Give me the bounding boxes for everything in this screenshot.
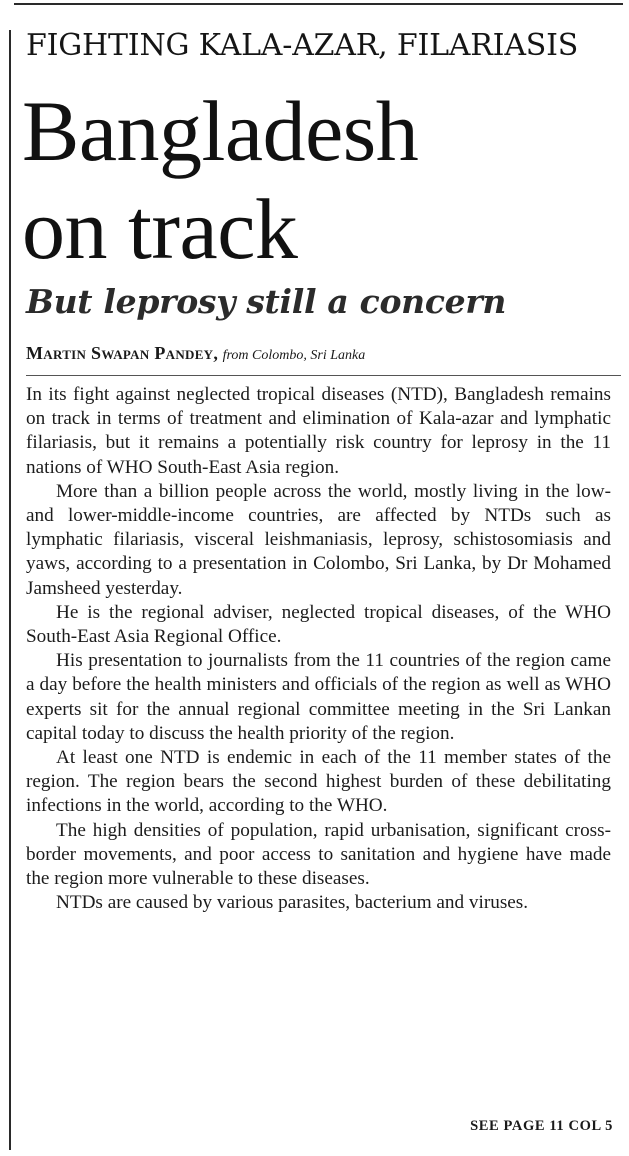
top-rule	[14, 3, 623, 5]
paragraph-3: He is the regional adviser, neglected tropical diseases, of the WHO South-East Asia Regional Office.	[26, 601, 611, 648]
headline-line-2: on track	[22, 181, 298, 277]
headline-line-1: Bangladesh	[22, 83, 419, 179]
byline-author: Martin Swapan Pandey,	[26, 343, 219, 363]
paragraph-1: In its fight against neglected tropical diseases (NTD), Bangladesh remains on track in terms of treatment and elimination of Kala-azar and lymphatic filariasis, but it remains a potentially risk country for leprosy in the 11 nations of WHO South-East Asia region.	[26, 384, 611, 478]
subhead: But leprosy still a concern	[26, 282, 507, 321]
kicker: FIGHTING KALA-AZAR, FILARIASIS	[26, 28, 579, 63]
paragraph-2: More than a billion people across the world, mostly living in the low- and lower-middle-income countries, are affected by NTDs such as lymphatic filariasis, visceral leishmaniasis, leprosy, schistosomiasis and yaws, according to a presentation in Colombo, Sri Lanka, by Dr Mohamed Jamsheed yesterday.	[26, 480, 611, 599]
article-body	[26, 383, 611, 915]
paragraph-6: The high densities of population, rapid urbanisation, significant cross-border movements, and poor access to sanitation and hygiene have made the region more vulnerable to these diseases.	[26, 819, 611, 890]
byline	[26, 342, 365, 367]
paragraph-4: His presentation to journalists from the 11 countries of the region came a day before the health ministers and officials of the region as well as WHO experts sit for the annual regional committee meeting in the Sri Lankan capital today to discuss the health priority of the region.	[26, 650, 611, 744]
left-rule	[9, 30, 11, 1150]
headline	[22, 82, 418, 278]
continued-reference: SEE PAGE 11 COL 5	[470, 1118, 613, 1134]
byline-location: from Colombo, Sri Lanka	[222, 348, 366, 363]
paragraph-7: NTDs are caused by various parasites, bacterium and viruses.	[56, 892, 529, 914]
paragraph-5: At least one NTD is endemic in each of the 11 member states of the region. The region bears the second highest burden of these debilitating infections in the world, according to the WHO.	[26, 747, 611, 817]
byline-divider	[26, 375, 621, 376]
